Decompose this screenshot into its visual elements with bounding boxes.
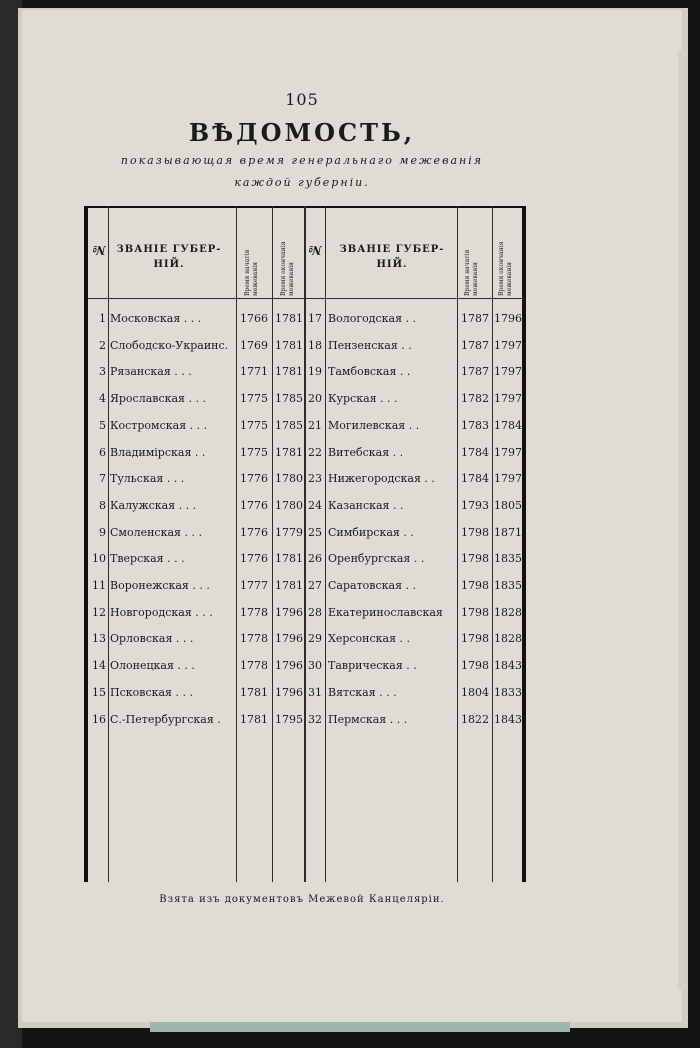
year-end: 1784 bbox=[494, 418, 522, 432]
year-start: 1778 bbox=[240, 632, 268, 646]
year-end: 1785 bbox=[275, 418, 303, 432]
province-name: Псковская . . . bbox=[110, 685, 193, 699]
province-name: Орловская . . . bbox=[110, 632, 194, 646]
page-subtitle-line2: каждой губерніи. bbox=[234, 176, 370, 189]
row-number: 10 bbox=[92, 552, 106, 566]
header-name-right: ЗВАНІЕ ГУБЕР-НІЙ. bbox=[339, 244, 445, 270]
province-name: Рязанская . . . bbox=[110, 365, 192, 379]
year-start: 1771 bbox=[240, 365, 268, 379]
province-name: Симбирская . . bbox=[328, 525, 414, 539]
province-name: Херсонская . . bbox=[328, 632, 411, 646]
year-end: 1781 bbox=[275, 445, 303, 459]
row-number: 29 bbox=[308, 632, 322, 646]
year-end: 1780 bbox=[275, 472, 303, 486]
header-number-right: № bbox=[308, 242, 322, 257]
province-name: Вятская . . . bbox=[328, 685, 397, 699]
year-start: 1783 bbox=[461, 418, 489, 432]
province-name: Таврическая . . bbox=[328, 659, 417, 673]
row-number: 12 bbox=[92, 605, 106, 619]
year-end: 1835 bbox=[494, 552, 522, 566]
year-start: 1777 bbox=[240, 579, 268, 592]
table-row bbox=[84, 308, 526, 334]
table-row bbox=[84, 682, 526, 708]
year-end: 1779 bbox=[275, 525, 303, 539]
province-name: Смоленская . . . bbox=[110, 525, 202, 539]
row-number: 14 bbox=[92, 659, 106, 673]
page-edge bbox=[678, 50, 686, 990]
page-subtitle: показывающая время генеральнаго межеванія bbox=[120, 154, 484, 167]
province-name: Казанская . . bbox=[328, 498, 404, 512]
year-start: 1804 bbox=[461, 685, 489, 699]
header-end-left: Время окончанія межеванія bbox=[280, 241, 295, 296]
province-name: Владимірская . . bbox=[110, 445, 206, 459]
year-end: 1796 bbox=[275, 685, 303, 699]
year-start: 1793 bbox=[461, 498, 489, 512]
header-start-right: Время начатія межеванія bbox=[464, 249, 479, 296]
row-number: 32 bbox=[308, 712, 322, 726]
year-end: 1828 bbox=[494, 605, 522, 619]
header-end-right: Время окончанія межеванія bbox=[498, 241, 513, 296]
year-start: 1798 bbox=[461, 605, 489, 619]
province-name: Могилевская . . bbox=[328, 418, 420, 432]
province-name: Курская . . . bbox=[328, 392, 398, 406]
year-start: 1787 bbox=[461, 338, 489, 352]
year-start: 1778 bbox=[240, 605, 268, 619]
source-footnote: Взята изъ документовъ Межевой Канцеляріи. bbox=[159, 894, 445, 905]
row-number: 15 bbox=[92, 685, 106, 699]
year-start: 1782 bbox=[461, 392, 489, 406]
province-name: Вологодская . . bbox=[328, 312, 416, 325]
row-number: 23 bbox=[308, 472, 322, 486]
row-number: 18 bbox=[308, 338, 322, 352]
row-number: 6 bbox=[99, 445, 106, 459]
province-name: Воронежская . . . bbox=[110, 579, 210, 592]
year-end: 1871 bbox=[494, 525, 522, 539]
year-start: 1766 bbox=[240, 312, 268, 325]
table-row bbox=[84, 335, 526, 361]
year-end: 1785 bbox=[275, 392, 303, 406]
table-row bbox=[84, 361, 526, 387]
row-number: 16 bbox=[92, 712, 106, 726]
row-number: 2 bbox=[99, 338, 106, 352]
table-row bbox=[84, 442, 526, 468]
row-number: 31 bbox=[308, 685, 322, 699]
province-name: Оренбургская . . bbox=[328, 552, 425, 566]
year-end: 1797 bbox=[494, 445, 522, 459]
year-start: 1776 bbox=[240, 498, 268, 512]
year-start: 1798 bbox=[461, 632, 489, 646]
year-end: 1781 bbox=[275, 552, 303, 566]
row-number: 3 bbox=[99, 365, 106, 379]
year-start: 1781 bbox=[240, 712, 268, 726]
table-row bbox=[84, 495, 526, 521]
row-number: 11 bbox=[92, 579, 106, 592]
year-start: 1787 bbox=[461, 312, 489, 325]
year-end: 1796 bbox=[494, 312, 522, 325]
table-row bbox=[84, 415, 526, 441]
year-start: 1787 bbox=[461, 365, 489, 379]
province-name: Московская . . . bbox=[110, 312, 202, 325]
year-end: 1781 bbox=[275, 312, 303, 325]
year-end: 1781 bbox=[275, 365, 303, 379]
province-name: Слободско-Украинс. bbox=[110, 338, 229, 352]
book-page bbox=[22, 10, 682, 1022]
row-number: 27 bbox=[308, 579, 322, 592]
row-number: 26 bbox=[308, 552, 322, 566]
header-start-left: Время начатія межеванія bbox=[244, 249, 259, 296]
year-end: 1797 bbox=[494, 365, 522, 379]
row-number: 1 bbox=[99, 312, 106, 325]
row-number: 24 bbox=[308, 498, 322, 512]
row-number: 4 bbox=[99, 392, 106, 406]
year-start: 1798 bbox=[461, 579, 489, 592]
year-end: 1797 bbox=[494, 392, 522, 406]
table-row bbox=[84, 602, 526, 628]
row-number: 20 bbox=[308, 392, 322, 406]
year-end: 1805 bbox=[494, 498, 522, 512]
province-name: Костромская . . . bbox=[110, 418, 208, 432]
year-start: 1769 bbox=[240, 338, 268, 352]
page-number: 105 bbox=[285, 90, 319, 109]
row-number: 9 bbox=[99, 525, 106, 539]
year-start: 1775 bbox=[240, 418, 268, 432]
province-name: Тульская . . . bbox=[110, 472, 185, 486]
row-number: 21 bbox=[308, 418, 322, 432]
province-name: С.-Петербургская . bbox=[110, 712, 221, 726]
year-end: 1796 bbox=[275, 659, 303, 673]
year-end: 1796 bbox=[275, 632, 303, 646]
province-name: Калужская . . . bbox=[110, 498, 197, 512]
year-end: 1796 bbox=[275, 605, 303, 619]
province-name: Тамбовская . . bbox=[328, 365, 411, 379]
year-start: 1784 bbox=[461, 472, 489, 486]
province-name: Саратовская . . bbox=[328, 579, 416, 592]
year-end: 1843 bbox=[494, 712, 522, 726]
survey-table bbox=[84, 206, 526, 882]
year-end: 1828 bbox=[494, 632, 522, 646]
year-end: 1843 bbox=[494, 659, 522, 673]
province-name: Екатеринославская bbox=[328, 605, 443, 619]
row-number: 22 bbox=[308, 445, 322, 459]
year-start: 1776 bbox=[240, 552, 268, 566]
year-end: 1780 bbox=[275, 498, 303, 512]
year-start: 1778 bbox=[240, 659, 268, 673]
year-start: 1798 bbox=[461, 525, 489, 539]
province-name: Витебская . . bbox=[328, 445, 404, 459]
province-name: Ярославская . . . bbox=[110, 392, 206, 406]
year-start: 1798 bbox=[461, 659, 489, 673]
year-start: 1781 bbox=[240, 685, 268, 699]
province-name: Тверская . . . bbox=[110, 552, 185, 566]
year-start: 1775 bbox=[240, 392, 268, 406]
table-row bbox=[84, 388, 526, 414]
table-row bbox=[84, 655, 526, 681]
table-row bbox=[84, 548, 526, 574]
year-end: 1797 bbox=[494, 338, 522, 352]
row-number: 30 bbox=[308, 659, 322, 673]
province-name: Олонецкая . . . bbox=[110, 659, 195, 673]
table-row bbox=[84, 468, 526, 494]
header-name-left: ЗВАНІЕ ГУБЕР-НІЙ. bbox=[116, 244, 222, 270]
province-name: Новгородская . . . bbox=[110, 605, 213, 619]
year-start: 1775 bbox=[240, 445, 268, 459]
page-title: ВѢДОМОСТЬ, bbox=[188, 118, 416, 147]
year-start: 1776 bbox=[240, 472, 268, 486]
row-number: 28 bbox=[308, 605, 322, 619]
row-number: 13 bbox=[92, 632, 106, 646]
year-end: 1795 bbox=[275, 712, 303, 726]
row-number: 5 bbox=[99, 418, 106, 432]
row-number: 8 bbox=[99, 498, 106, 512]
year-end: 1797 bbox=[494, 472, 522, 486]
province-name: Пензенская . . bbox=[328, 338, 412, 352]
bookmark-strip bbox=[150, 1022, 570, 1032]
table-row bbox=[84, 709, 526, 735]
year-start: 1784 bbox=[461, 445, 489, 459]
table-row bbox=[84, 628, 526, 654]
table-row bbox=[84, 522, 526, 548]
header-number-left: № bbox=[92, 242, 106, 257]
row-number: 19 bbox=[308, 365, 322, 379]
row-number: 25 bbox=[308, 525, 322, 539]
row-number: 17 bbox=[308, 312, 322, 325]
year-start: 1776 bbox=[240, 525, 268, 539]
year-end: 1781 bbox=[275, 338, 303, 352]
province-name: Нижегородская . . bbox=[328, 472, 435, 486]
year-end: 1833 bbox=[494, 685, 522, 699]
year-start: 1822 bbox=[461, 712, 489, 726]
year-start: 1798 bbox=[461, 552, 489, 566]
year-end: 1835 bbox=[494, 579, 522, 592]
row-number: 7 bbox=[99, 472, 106, 486]
header-rule bbox=[88, 298, 522, 299]
table-row bbox=[84, 575, 526, 601]
year-end: 1781 bbox=[275, 579, 303, 592]
province-name: Пермская . . . bbox=[328, 712, 408, 726]
